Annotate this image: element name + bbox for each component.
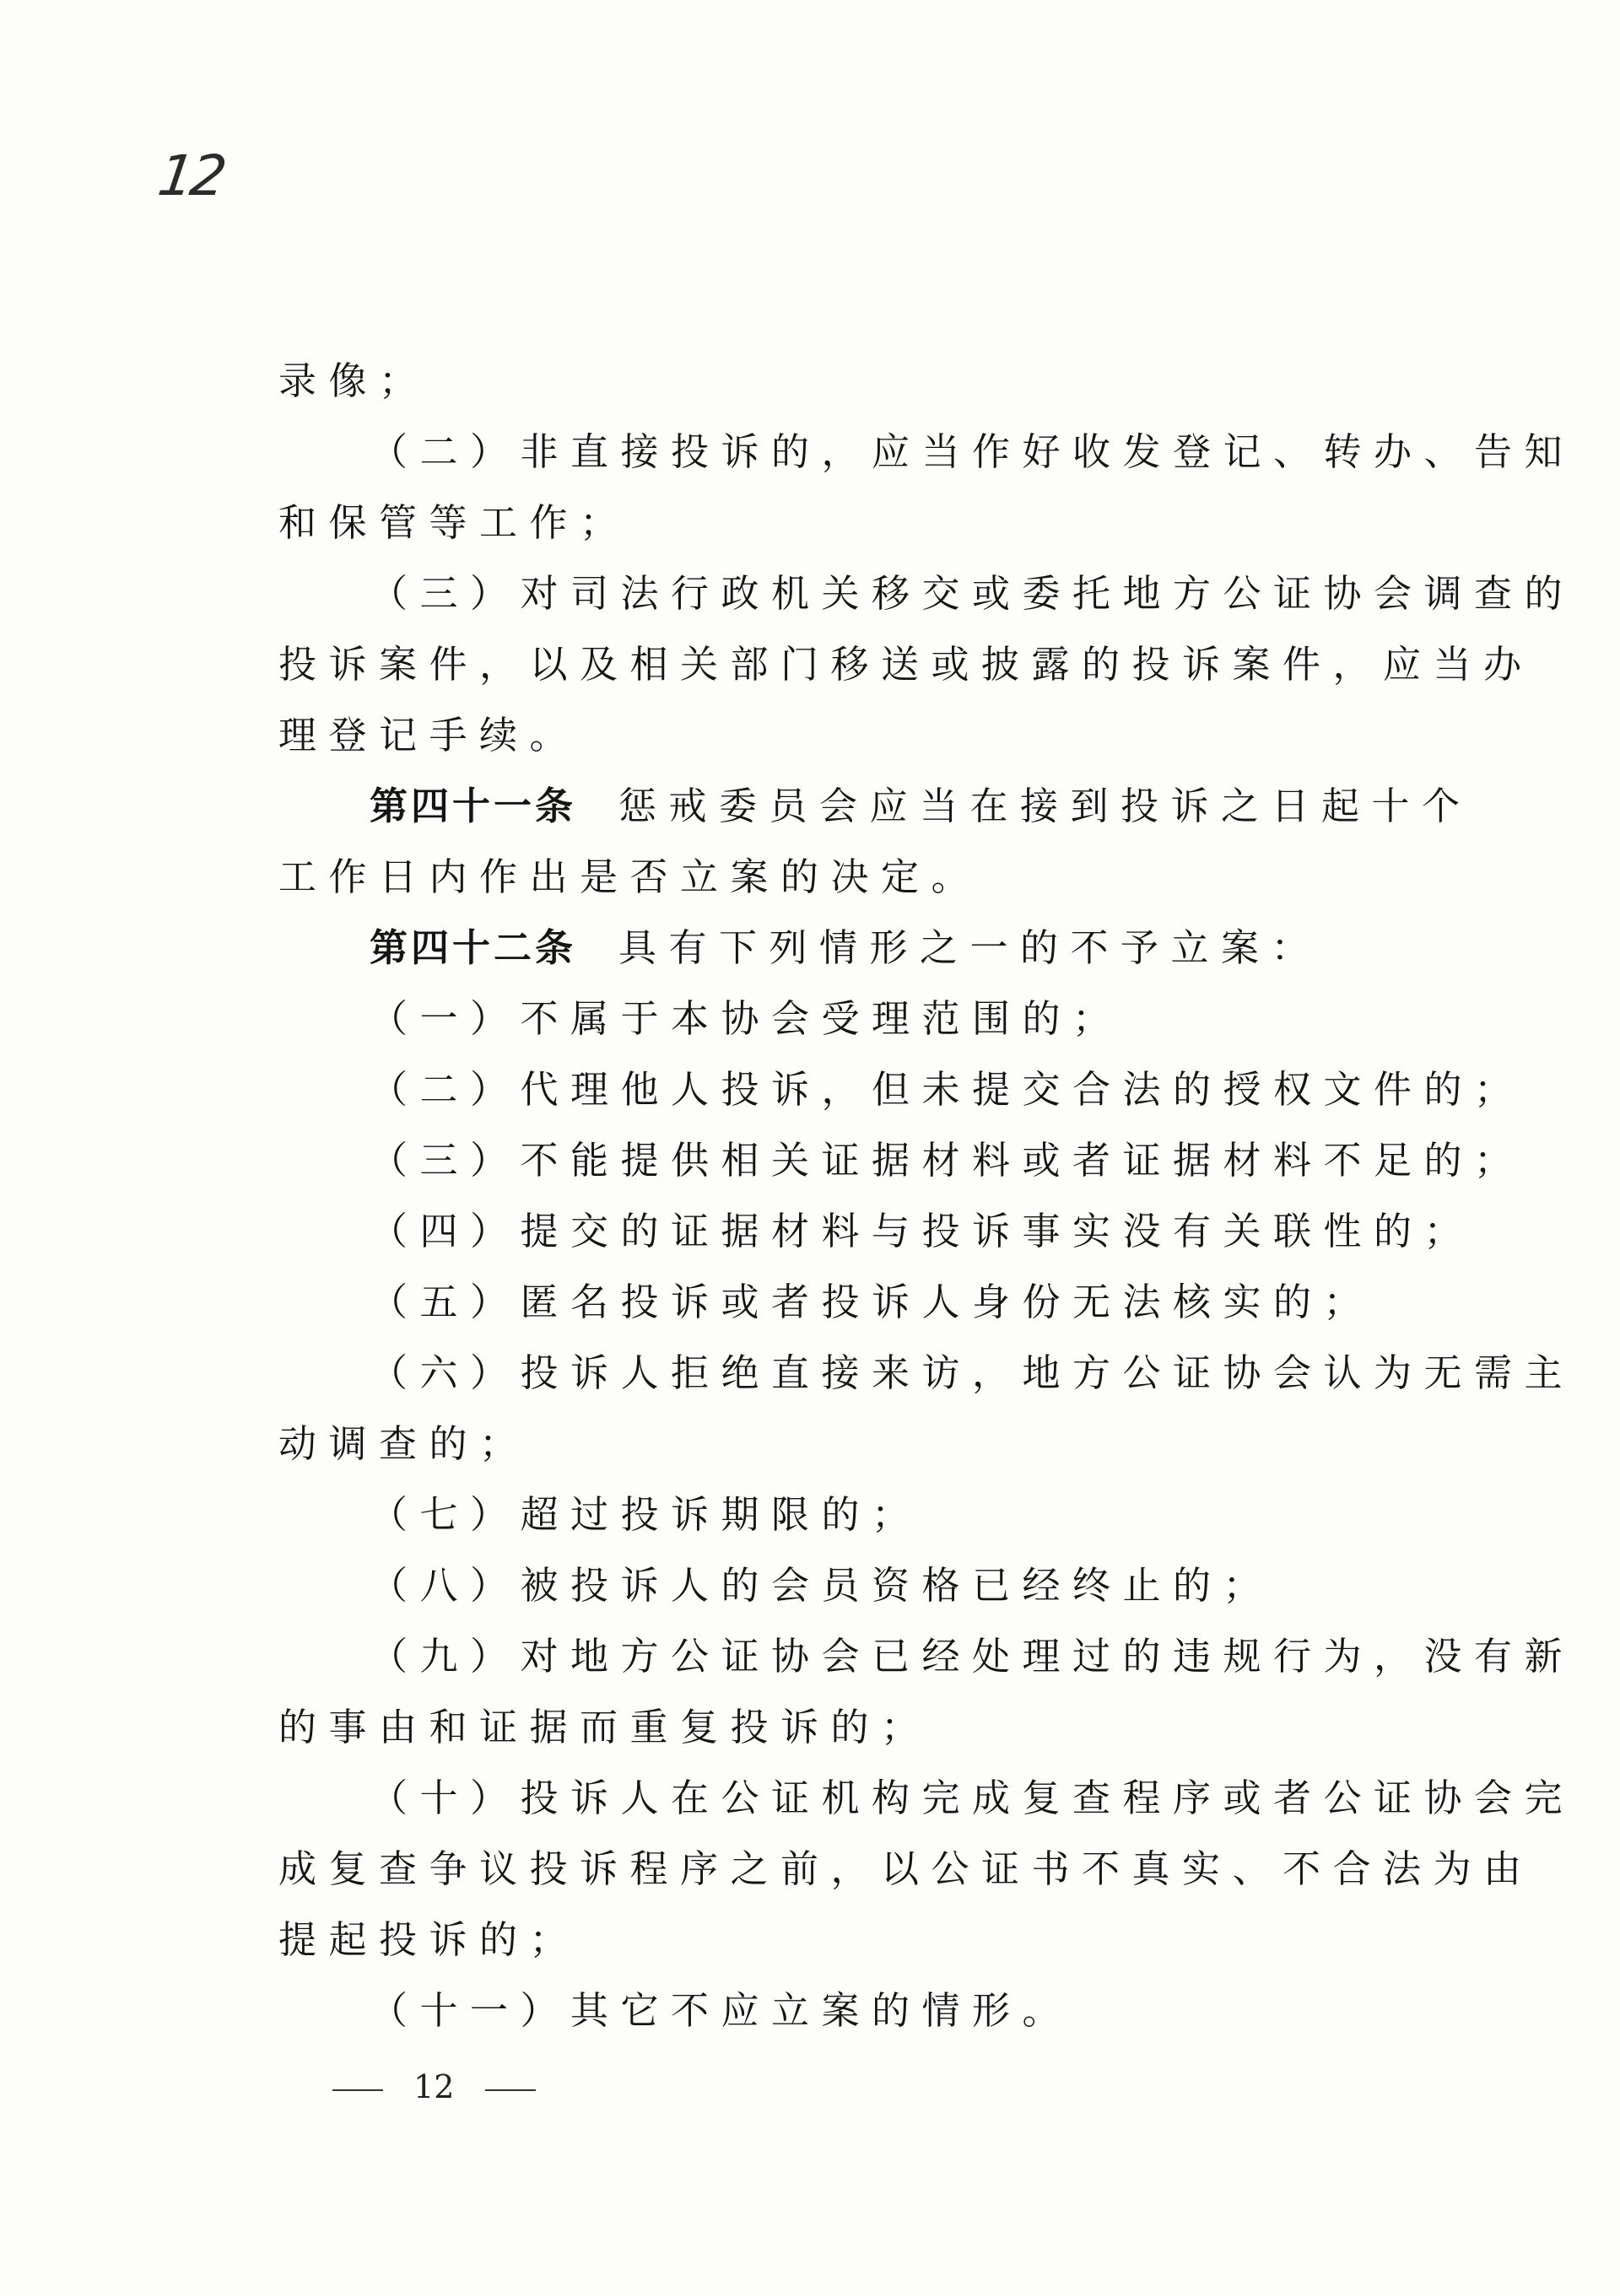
line-text: 具有下列情形之一的不予立案：: [618, 925, 1322, 970]
line-text: （八）被投诉人的会员资格已经终止的；: [370, 1563, 1274, 1608]
line-text: （九）对地方公证协会已经处理过的违规行为，没有新: [370, 1634, 1575, 1679]
page-footer: [312, 2068, 556, 2105]
line-text: （十）投诉人在公证机构完成复查程序或者公证协会完: [370, 1776, 1575, 1820]
text-line: [278, 488, 1451, 558]
text-line: [278, 1267, 1451, 1338]
text-line: [278, 1834, 1534, 1905]
line-text: （二）非直接投诉的，应当作好收发登记、转办、告知: [370, 429, 1575, 474]
footer-dash-left: [332, 2089, 383, 2091]
text-line: [278, 842, 1451, 913]
text-line: [278, 1975, 1451, 2046]
line-text: 成复查争议投诉程序之前，以公证书不真实、不合法为由: [278, 1846, 1534, 1891]
line-text: （三）不能提供相关证据材料或者证据材料不足的；: [370, 1138, 1525, 1183]
line-text: （一）不属于本协会受理范围的；: [370, 996, 1123, 1041]
text-line: [278, 1125, 1525, 1196]
line-text: 的事由和证据而重复投诉的；: [278, 1705, 932, 1749]
line-text: （二）代理他人投诉，但未提交合法的授权文件的；: [370, 1067, 1525, 1112]
text-line: [278, 700, 1451, 771]
text-line: [278, 1196, 1475, 1267]
article-line: [278, 771, 1472, 842]
handwritten-page-number: 12: [154, 143, 228, 208]
line-text: 惩戒委员会应当在接到投诉之日起十个: [618, 784, 1472, 828]
text-line: [278, 1763, 1575, 1834]
text-line: [278, 1409, 1451, 1479]
text-line: [278, 417, 1575, 488]
line-text: （四）提交的证据材料与投诉事实没有关联性的；: [370, 1209, 1475, 1253]
line-text: 投诉案件，以及相关部门移送或披露的投诉案件，应当办: [278, 642, 1534, 687]
document-body: [278, 346, 1575, 2046]
article-number: 第四十二条: [370, 925, 577, 970]
line-text: （五）匿名投诉或者投诉人身份无法核实的；: [370, 1280, 1374, 1324]
line-text: 工作日内作出是否立案的决定。: [278, 854, 982, 899]
text-line: [278, 558, 1575, 629]
line-text: （十一）其它不应立案的情形。: [370, 1988, 1073, 2033]
text-line: [278, 1550, 1451, 1621]
printed-page-number: 12: [413, 2068, 455, 2105]
text-line: [278, 1692, 1451, 1763]
text-line: [278, 346, 1451, 417]
line-text: 录像；: [278, 358, 429, 403]
text-line: [278, 1054, 1525, 1125]
text-line: [278, 1338, 1575, 1409]
text-line: [278, 1621, 1575, 1692]
text-line: [278, 984, 1451, 1054]
article-line: [278, 913, 1451, 984]
line-text: （六）投诉人拒绝直接来访，地方公证协会认为无需主: [370, 1350, 1575, 1395]
text-line: [278, 1905, 1451, 1975]
line-text: 理登记手续。: [278, 713, 580, 757]
text-line: [278, 629, 1534, 700]
line-text: 和保管等工作；: [278, 500, 630, 545]
article-number: 第四十一条: [370, 784, 577, 828]
footer-dash-right: [485, 2089, 536, 2091]
line-text: 提起投诉的；: [278, 1917, 580, 1962]
line-text: 动调查的；: [278, 1421, 530, 1466]
line-text: （三）对司法行政机关移交或委托地方公证协会调查的: [370, 571, 1575, 616]
line-text: （七）超过投诉期限的；: [370, 1492, 922, 1537]
text-line: [278, 1479, 1451, 1550]
